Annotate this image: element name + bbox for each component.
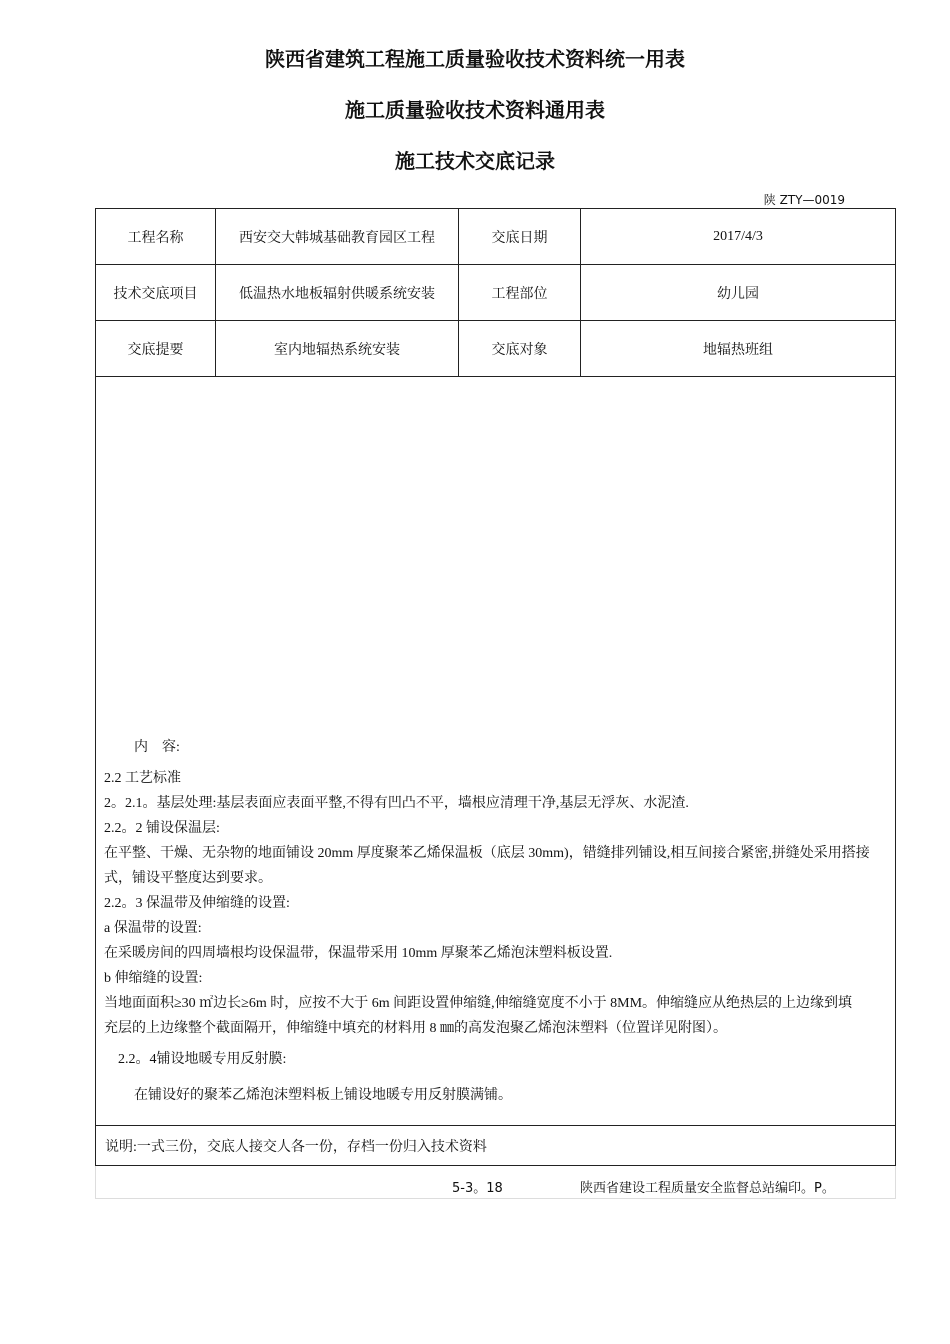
content-line: 当地面面积≥30 ㎡边长≥6m 时，应按不大于 6m 间距设置伸缩缝,伸缩缝宽度不小于 8MM。伸缩缝应从绝热层的上边缘到填 bbox=[104, 996, 853, 1011]
content-line: 式，铺设平整度达到要求。 bbox=[104, 871, 272, 886]
disclosure-record-table bbox=[95, 208, 896, 1166]
page-number: 5-3。18 bbox=[452, 1181, 503, 1196]
disclosure-target-label: 交底对象 bbox=[459, 321, 581, 376]
page-footer bbox=[95, 1166, 896, 1199]
disclosure-summary-label: 交底提要 bbox=[96, 321, 216, 376]
content-line: b 伸缩缝的设置: bbox=[104, 971, 203, 986]
explanation-note: 说明:一式三份，交底人接交人各一份，存档一份归入技术资料 bbox=[105, 1139, 487, 1155]
table-row bbox=[96, 321, 895, 377]
content-line: 2.2 工艺标准 bbox=[104, 771, 181, 786]
disclosure-summary-value: 室内地辐热系统安装 bbox=[216, 321, 459, 376]
content-section bbox=[96, 377, 895, 1126]
content-line: 在采暖房间的四周墙根均设保温带，保温带采用 10mm 厚聚苯乙烯泡沫塑料板设置. bbox=[104, 946, 613, 961]
content-line: 在平整、干燥、无杂物的地面铺设 20mm 厚度聚苯乙烯保温板（底层 30mm)，错缝排列铺设,相互间接合紧密,拼缝处采用搭接 bbox=[104, 846, 870, 861]
disclosure-date-label: 交底日期 bbox=[459, 209, 581, 264]
content-line: 2.2。3 保温带及伸缩缝的设置: bbox=[104, 896, 290, 911]
content-line: 在铺设好的聚苯乙烯泡沫塑料板上铺设地暖专用反射膜满铺。 bbox=[134, 1088, 512, 1103]
form-code: 陕 ZTY—0019 bbox=[763, 193, 845, 207]
content-line: 充层的上边缘整个截面隔开，伸缩缝中填充的材料用 8 ㎜的高发泡聚乙烯泡沫塑料（位置详见附图）。 bbox=[104, 1021, 727, 1036]
disclosure-item-value: 低温热水地板辐射供暖系统安装 bbox=[216, 265, 459, 320]
publisher-text: 陕西省建设工程质量安全监督总站编印。P。 bbox=[580, 1181, 835, 1196]
document-title: 陕西省建筑工程施工质量验收技术资料统一用表 bbox=[265, 47, 685, 71]
document-subtitle: 施工质量验收技术资料通用表 bbox=[345, 98, 605, 122]
project-location-value: 幼儿园 bbox=[717, 286, 759, 302]
disclosure-date-value: 2017/4/3 bbox=[713, 228, 763, 244]
disclosure-target-value: 地辐热班组 bbox=[703, 342, 773, 358]
content-line: 2.2。4铺设地暖专用反射膜: bbox=[118, 1052, 287, 1067]
form-title: 施工技术交底记录 bbox=[395, 149, 555, 173]
content-heading: 内 容: bbox=[134, 740, 180, 755]
content-line: 2。2.1。基层处理:基层表面应表面平整,不得有凹凸不平，墙根应清理干净,基层无浮灰、水泥渣. bbox=[104, 796, 689, 811]
content-line: 2.2。2 铺设保温层: bbox=[104, 821, 220, 836]
disclosure-item-label: 技术交底项目 bbox=[96, 265, 216, 320]
table-row bbox=[96, 265, 895, 321]
content-line: a 保温带的设置: bbox=[104, 921, 202, 936]
table-row bbox=[96, 209, 895, 265]
project-location-label: 工程部位 bbox=[459, 265, 581, 320]
project-name-label: 工程名称 bbox=[96, 209, 216, 264]
project-name-value: 西安交大韩城基础教育园区工程 bbox=[216, 209, 459, 264]
